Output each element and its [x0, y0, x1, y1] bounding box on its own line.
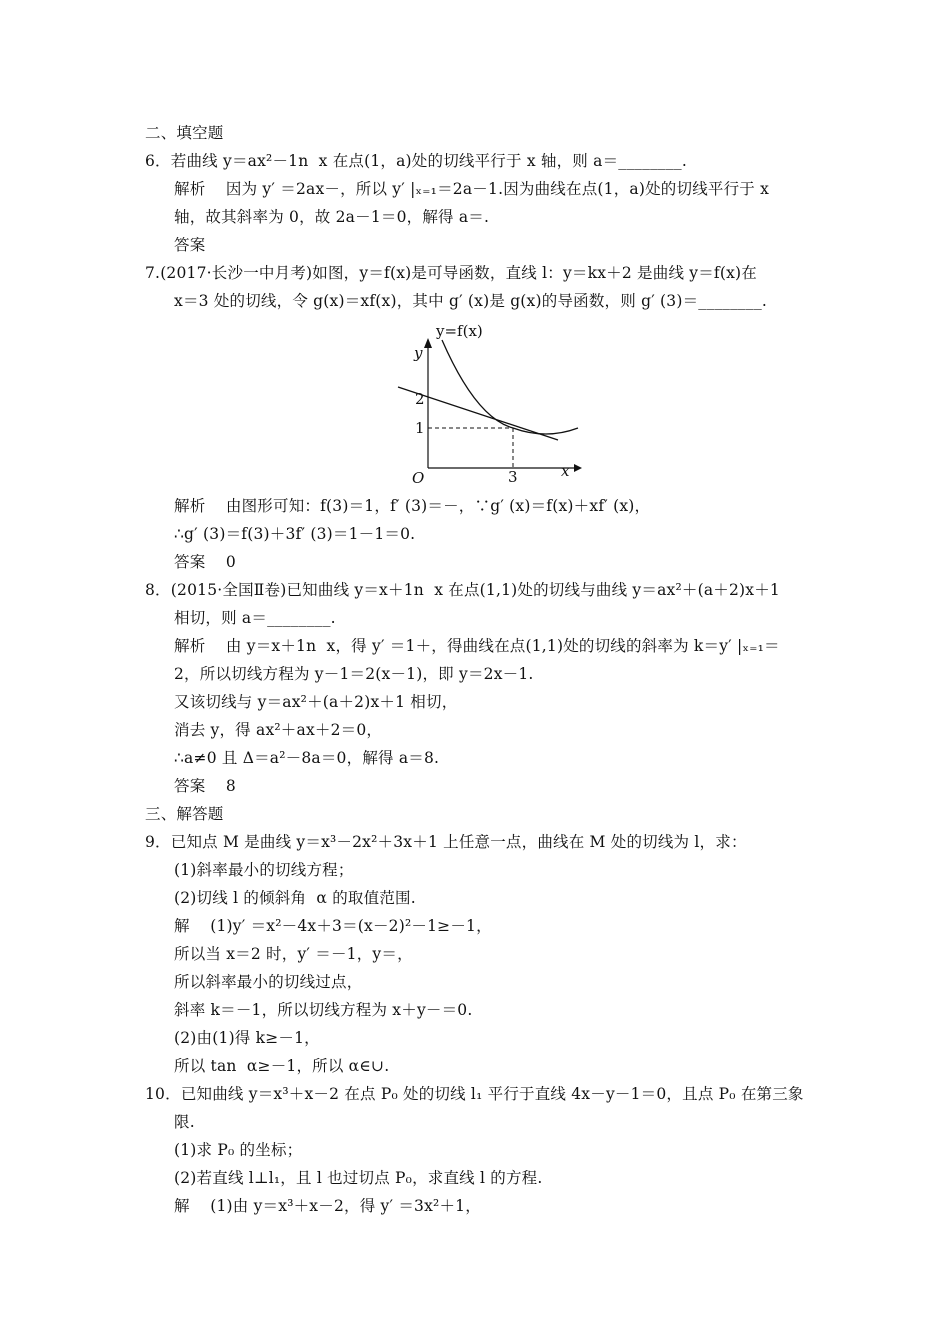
x-axis-label: x	[561, 462, 570, 480]
q8-analysis-line-5: ∴a≠0 且 Δ＝a²－8a＝0，解得 a＝8.	[174, 749, 440, 767]
q9-solution-line-1: 解 (1)y′ ＝x²－4x＋3＝(x－2)²－1≥－1，	[174, 917, 492, 935]
q9-solution-line-5: (2)由(1)得 k≥－1，	[174, 1029, 320, 1047]
q8-analysis-line-3: 又该切线与 y＝ax²＋(a＋2)x＋1 相切，	[174, 693, 458, 711]
section-heading-fill-blank: 二、填空题	[145, 124, 224, 142]
q9-solution-line-2: 所以当 x＝2 时，y′ ＝－1，y＝，	[174, 945, 413, 963]
q8-answer: 答案 8	[174, 777, 236, 795]
q8-analysis-line-4: 消去 y，得 ax²＋ax＋2＝0，	[174, 721, 383, 739]
question-8-line-1: 8．(2015·全国Ⅱ卷)已知曲线 y＝x＋1n x 在点(1,1)处的切线与曲线 y＝ax²＋(a＋2)x＋1	[145, 581, 780, 599]
tangent-figure	[396, 318, 586, 488]
q9-part-1: (1)斜率最小的切线方程；	[174, 861, 354, 879]
q8-analysis-line-2: 2，所以切线方程为 y－1＝2(x－1)，即 y＝2x－1.	[174, 665, 534, 683]
q10-solution-line-1: 解 (1)由 y＝x³＋x－2，得 y′ ＝3x²＋1，	[174, 1197, 481, 1215]
y-axis-label: y	[414, 344, 423, 362]
q9-solution-line-6: 所以 tan α≥－1，所以 α∈∪.	[174, 1057, 390, 1075]
q6-analysis-line-2: 轴，故其斜率为 0，故 2a－1＝0，解得 a＝.	[174, 208, 490, 226]
question-10-line-2: 限.	[174, 1113, 195, 1131]
curve-label: y=f(x)	[436, 322, 483, 340]
question-10-line-1: 10．已知曲线 y＝x³＋x－2 在点 P₀ 处的切线 l₁ 平行于直线 4x－y－1＝0，且点 P₀ 在第三象	[145, 1085, 804, 1103]
q6-analysis-line-1: 解析 因为 y′ ＝2ax－，所以 y′ |ₓ₌₁＝2a－1.因为曲线在点(1，a)处的切线平行于 x	[174, 180, 770, 198]
question-6: 6．若曲线 y＝ax²－1n x 在点(1，a)处的切线平行于 x 轴，则 a＝________.	[145, 152, 687, 170]
q10-part-1: (1)求 P₀ 的坐标；	[174, 1141, 303, 1159]
tick-label-y2: 2	[415, 390, 425, 408]
question-9: 9．已知点 M 是曲线 y＝x³－2x²＋3x＋1 上任意一点，曲线在 M 处的切线为 l，求：	[145, 833, 747, 851]
q7-answer: 答案 0	[174, 553, 236, 571]
curve-fx	[442, 340, 578, 434]
origin-label: O	[412, 469, 425, 487]
q9-part-2: (2)切线 l 的倾斜角 α 的取值范围.	[174, 889, 416, 907]
q6-answer: 答案	[174, 236, 206, 254]
q9-solution-line-4: 斜率 k＝－1，所以切线方程为 x＋y－＝0.	[174, 1001, 473, 1019]
q9-solution-line-3: 所以斜率最小的切线过点，	[174, 973, 363, 991]
tick-label-x3: 3	[508, 468, 518, 486]
tick-label-y1: 1	[415, 419, 425, 437]
question-8-line-2: 相切，则 a＝________.	[174, 609, 336, 627]
q7-analysis-line-1: 解析 由图形可知：f(3)＝1，f′ (3)＝－，∵g′ (x)＝f(x)＋xf′ (x)，	[174, 497, 651, 515]
x-axis-arrow-icon	[574, 464, 582, 472]
q8-analysis-line-1: 解析 由 y＝x＋1n x，得 y′ ＝1＋，得曲线在点(1,1)处的切线的斜率为 k＝y′ |ₓ₌₁＝	[174, 637, 780, 655]
q7-analysis-line-2: ∴g′ (3)＝f(3)＋3f′ (3)＝1－1＝0.	[174, 525, 416, 543]
question-7-line-2: x＝3 处的切线，令 g(x)＝xf(x)，其中 g′ (x)是 g(x)的导函数，则 g′ (3)＝________.	[174, 292, 768, 310]
y-axis-arrow-icon	[424, 338, 432, 348]
q10-part-2: (2)若直线 l⊥l₁，且 l 也过切点 P₀，求直线 l 的方程.	[174, 1169, 543, 1187]
question-7-line-1: 7.(2017·长沙一中月考)如图，y＝f(x)是可导函数，直线 l：y＝kx＋2 是曲线 y＝f(x)在	[145, 264, 758, 282]
section-heading-solve: 三、解答题	[145, 805, 224, 823]
